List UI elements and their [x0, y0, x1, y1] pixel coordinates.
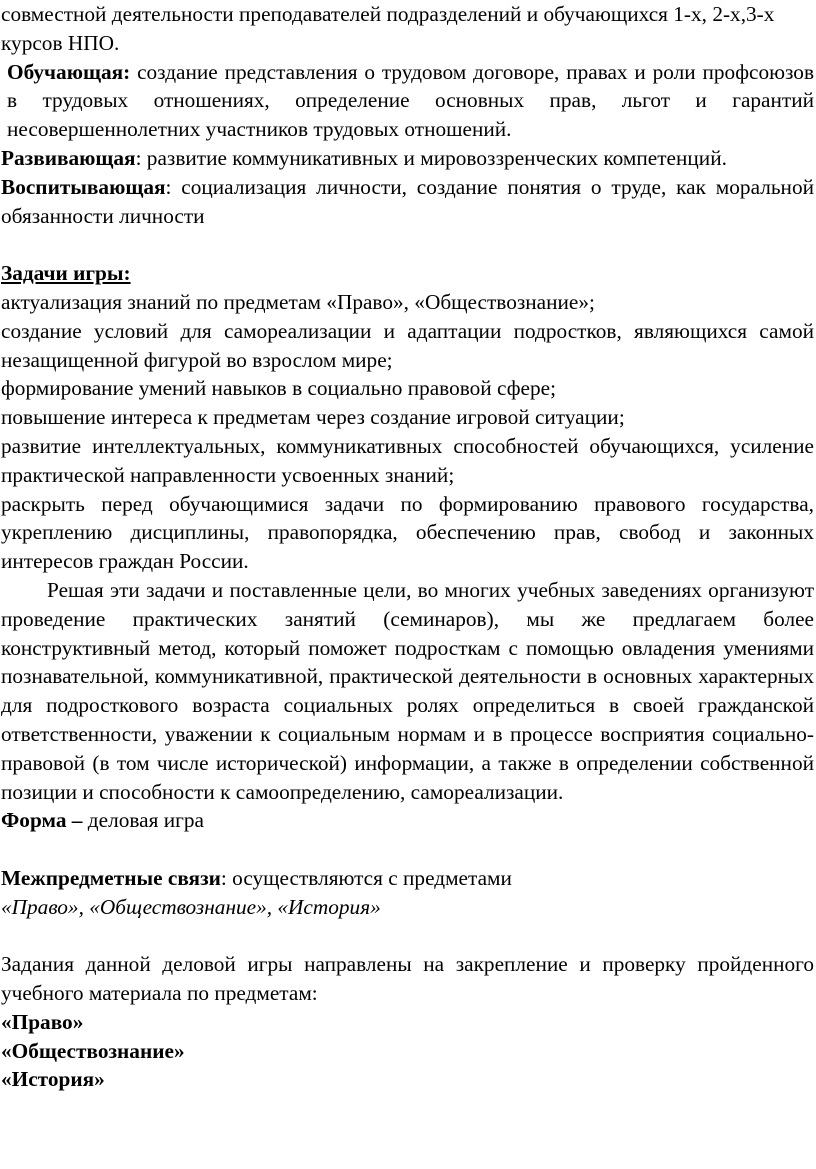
- goal-teaching-text: создание представления о трудовом договоре, правах и роли профсоюзов в трудовых отношениях, определение основных прав, льгот и гарантий несовершеннолетних участников трудовых отношений.: [7, 59, 814, 142]
- subject-social-studies: [1, 1037, 814, 1066]
- blank-line: [1, 835, 814, 864]
- goal-teaching: [1, 58, 814, 144]
- form-label: Форма –: [1, 808, 83, 833]
- links-line: [1, 864, 814, 893]
- goal-educating-text: : социализация личности, создание понятия о труде, как моральной обязанности личности: [1, 174, 814, 228]
- subject-social-studies-text: «Обществознание»: [1, 1038, 185, 1063]
- tasks-heading-text: Задачи игры:: [1, 261, 131, 286]
- goal-developing-text: : развитие коммуникативных и мировоззренческих компетенций.: [135, 145, 727, 170]
- task-item: повышение интереса к предметам через создание игровой ситуации;: [1, 405, 625, 430]
- tasks-heading: [1, 259, 814, 288]
- links-subjects: [1, 893, 814, 922]
- main-paragraph: Решая эти задачи и поставленные цели, во многих учебных заведениях организуют проведение практических занятий (семинаров), мы же предлагаем более конструктивный метод, который поможет подросткам с помощью овладения умениями познавательной, коммуникативной, практической деятельности в основных характерных для подросткового возраста социальных ролях определиться в своей гражданской ответственности, уважении к социальным нормам и в процессе восприятия социально-правовой (в том числе исторической) информации, а также в определении собственной позиции и способности к самоопределению, самореализации.: [1, 577, 814, 804]
- links-subjects-text: «Право», «Обществознание», «История»: [1, 894, 381, 919]
- form-line: [1, 806, 814, 835]
- form-text: деловая игра: [82, 808, 204, 833]
- goal-developing-label: Развивающая: [1, 145, 136, 170]
- links-text: : осуществляются с предметами: [220, 865, 512, 890]
- goal-teaching-label: Обучающая:: [7, 59, 131, 84]
- subject-history-text: «История»: [1, 1067, 105, 1092]
- goal-educating: [1, 173, 814, 231]
- task-item: раскрыть перед обучающимися задачи по формированию правового государства, укреплению дисциплины, правопорядка, обеспечению прав, свобод и законных интересов граждан России.: [1, 491, 814, 574]
- subject-history: [1, 1065, 814, 1094]
- subject-law-text: «Право»: [1, 1009, 84, 1034]
- blank-line: [1, 230, 814, 259]
- links-label: Межпредметные связи: [1, 865, 221, 890]
- assignments-paragraph: Задания данной деловой игры направлены на закрепление и проверку пройденного учебного материала по предметам:: [1, 952, 814, 1006]
- goal-developing: [1, 144, 814, 173]
- task-item: развитие интеллектуальных, коммуникативных способностей обучающихся, усиление практической направленности усвоенных знаний;: [1, 433, 814, 487]
- task-item: актуализация знаний по предметам «Право», «Обществознание»;: [1, 289, 595, 314]
- task-item: формирование умений навыков в социально правовой сфере;: [1, 376, 557, 401]
- goal-educating-label: Воспитывающая: [1, 174, 166, 199]
- subject-law: [1, 1008, 814, 1037]
- blank-line: [1, 922, 814, 951]
- intro-paragraph: совместной деятельности преподавателей подразделений и обучающихся 1-х, 2-х,3-х курсов НПО.: [1, 2, 775, 55]
- task-item: создание условий для самореализации и адаптации подростков, являющихся самой незащищенной фигурой во взрослом мире;: [1, 318, 814, 372]
